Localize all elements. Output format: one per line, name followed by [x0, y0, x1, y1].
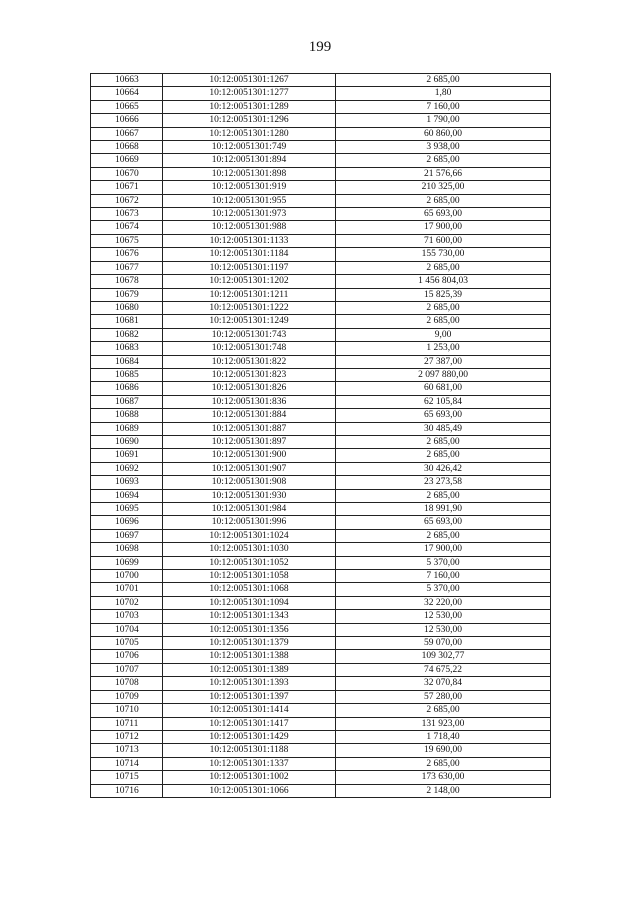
value-cell: 2 685,00: [336, 529, 551, 542]
table-row: [91, 181, 551, 194]
value-cell: 59 070,00: [336, 637, 551, 650]
row-number-cell: 10676: [91, 248, 163, 261]
cadastral-number-cell: 10:12:0051301:822: [163, 355, 336, 368]
cadastral-number-cell: 10:12:0051301:1379: [163, 637, 336, 650]
value-cell: 12 530,00: [336, 623, 551, 636]
value-cell: 5 370,00: [336, 556, 551, 569]
row-number-cell: 10696: [91, 516, 163, 529]
cadastral-number-cell: 10:12:0051301:1277: [163, 87, 336, 100]
row-number-cell: 10700: [91, 570, 163, 583]
table-row: [91, 194, 551, 207]
row-number-cell: 10670: [91, 167, 163, 180]
row-number-cell: 10710: [91, 704, 163, 717]
value-cell: 27 387,00: [336, 355, 551, 368]
cadastral-number-cell: 10:12:0051301:1094: [163, 596, 336, 609]
table-row: [91, 288, 551, 301]
value-cell: 2 685,00: [336, 435, 551, 448]
table-row: [91, 87, 551, 100]
cadastral-number-cell: 10:12:0051301:1414: [163, 704, 336, 717]
cadastral-number-cell: 10:12:0051301:988: [163, 221, 336, 234]
cadastral-number-cell: 10:12:0051301:919: [163, 181, 336, 194]
cadastral-number-cell: 10:12:0051301:1133: [163, 234, 336, 247]
row-number-cell: 10689: [91, 422, 163, 435]
row-number-cell: 10675: [91, 234, 163, 247]
value-cell: 32 220,00: [336, 596, 551, 609]
table-row: [91, 261, 551, 274]
value-cell: 71 600,00: [336, 234, 551, 247]
cadastral-number-cell: 10:12:0051301:1343: [163, 610, 336, 623]
cadastral-number-cell: 10:12:0051301:898: [163, 167, 336, 180]
table-row: [91, 74, 551, 87]
cadastral-number-cell: 10:12:0051301:887: [163, 422, 336, 435]
table-row: [91, 167, 551, 180]
table-row: [91, 503, 551, 516]
value-cell: 30 426,42: [336, 462, 551, 475]
table-row: [91, 556, 551, 569]
table-row: [91, 248, 551, 261]
value-cell: 12 530,00: [336, 610, 551, 623]
value-cell: 60 860,00: [336, 127, 551, 140]
table-row: [91, 234, 551, 247]
table-row: [91, 529, 551, 542]
value-cell: 65 693,00: [336, 208, 551, 221]
row-number-cell: 10698: [91, 543, 163, 556]
value-cell: 7 160,00: [336, 100, 551, 113]
table-row: [91, 717, 551, 730]
value-cell: 2 685,00: [336, 315, 551, 328]
row-number-cell: 10688: [91, 409, 163, 422]
row-number-cell: 10701: [91, 583, 163, 596]
table-row: [91, 704, 551, 717]
row-number-cell: 10682: [91, 328, 163, 341]
value-cell: 2 685,00: [336, 74, 551, 87]
cadastral-number-cell: 10:12:0051301:1030: [163, 543, 336, 556]
table-row: [91, 275, 551, 288]
value-cell: 3 938,00: [336, 141, 551, 154]
table-row: [91, 382, 551, 395]
value-cell: 65 693,00: [336, 516, 551, 529]
value-cell: 23 273,58: [336, 476, 551, 489]
value-cell: 2 685,00: [336, 261, 551, 274]
row-number-cell: 10687: [91, 395, 163, 408]
row-number-cell: 10680: [91, 301, 163, 314]
cadastral-number-cell: 10:12:0051301:1417: [163, 717, 336, 730]
table-row: [91, 663, 551, 676]
table-row: [91, 623, 551, 636]
value-cell: 74 675,22: [336, 663, 551, 676]
cadastral-number-cell: 10:12:0051301:900: [163, 449, 336, 462]
table-row: [91, 395, 551, 408]
row-number-cell: 10669: [91, 154, 163, 167]
table-row: [91, 516, 551, 529]
table-row: [91, 208, 551, 221]
cadastral-number-cell: 10:12:0051301:743: [163, 328, 336, 341]
row-number-cell: 10667: [91, 127, 163, 140]
value-cell: 1 790,00: [336, 114, 551, 127]
table-row: [91, 315, 551, 328]
cadastral-number-cell: 10:12:0051301:748: [163, 342, 336, 355]
value-cell: 1 718,40: [336, 730, 551, 743]
cadastral-number-cell: 10:12:0051301:984: [163, 503, 336, 516]
value-cell: 2 685,00: [336, 704, 551, 717]
cadastral-number-cell: 10:12:0051301:1296: [163, 114, 336, 127]
value-cell: 57 280,00: [336, 690, 551, 703]
cadastre-value-table: [90, 73, 551, 798]
table-row: [91, 730, 551, 743]
row-number-cell: 10707: [91, 663, 163, 676]
row-number-cell: 10704: [91, 623, 163, 636]
table-row: [91, 100, 551, 113]
row-number-cell: 10666: [91, 114, 163, 127]
value-cell: 1 456 804,03: [336, 275, 551, 288]
row-number-cell: 10663: [91, 74, 163, 87]
table-row: [91, 462, 551, 475]
row-number-cell: 10683: [91, 342, 163, 355]
value-cell: 15 825,39: [336, 288, 551, 301]
cadastral-number-cell: 10:12:0051301:1184: [163, 248, 336, 261]
value-cell: 5 370,00: [336, 583, 551, 596]
value-cell: 32 070,84: [336, 677, 551, 690]
table-row: [91, 342, 551, 355]
table-row: [91, 757, 551, 770]
cadastral-number-cell: 10:12:0051301:1389: [163, 663, 336, 676]
table-row: [91, 221, 551, 234]
row-number-cell: 10716: [91, 784, 163, 797]
cadastral-number-cell: 10:12:0051301:973: [163, 208, 336, 221]
value-cell: 19 690,00: [336, 744, 551, 757]
value-cell: 18 991,90: [336, 503, 551, 516]
cadastral-number-cell: 10:12:0051301:1280: [163, 127, 336, 140]
row-number-cell: 10711: [91, 717, 163, 730]
table-row: [91, 154, 551, 167]
value-cell: 2 685,00: [336, 194, 551, 207]
cadastral-number-cell: 10:12:0051301:1068: [163, 583, 336, 596]
row-number-cell: 10699: [91, 556, 163, 569]
table-row: [91, 355, 551, 368]
cadastral-number-cell: 10:12:0051301:1002: [163, 771, 336, 784]
table-row: [91, 596, 551, 609]
table-row: [91, 141, 551, 154]
value-cell: 173 630,00: [336, 771, 551, 784]
table-row: [91, 328, 551, 341]
row-number-cell: 10674: [91, 221, 163, 234]
table-row: [91, 368, 551, 381]
table-row: [91, 114, 551, 127]
value-cell: 210 325,00: [336, 181, 551, 194]
value-cell: 7 160,00: [336, 570, 551, 583]
row-number-cell: 10685: [91, 368, 163, 381]
cadastral-number-cell: 10:12:0051301:1188: [163, 744, 336, 757]
cadastral-number-cell: 10:12:0051301:1058: [163, 570, 336, 583]
table-row: [91, 610, 551, 623]
value-cell: 21 576,66: [336, 167, 551, 180]
row-number-cell: 10713: [91, 744, 163, 757]
row-number-cell: 10678: [91, 275, 163, 288]
row-number-cell: 10703: [91, 610, 163, 623]
row-number-cell: 10672: [91, 194, 163, 207]
cadastral-number-cell: 10:12:0051301:1024: [163, 529, 336, 542]
table-row: [91, 435, 551, 448]
cadastral-number-cell: 10:12:0051301:1337: [163, 757, 336, 770]
cadastral-number-cell: 10:12:0051301:836: [163, 395, 336, 408]
cadastral-number-cell: 10:12:0051301:955: [163, 194, 336, 207]
value-cell: 2 685,00: [336, 301, 551, 314]
value-cell: 2 685,00: [336, 449, 551, 462]
table-row: [91, 744, 551, 757]
table-row: [91, 570, 551, 583]
row-number-cell: 10712: [91, 730, 163, 743]
value-cell: 60 681,00: [336, 382, 551, 395]
value-cell: 2 685,00: [336, 757, 551, 770]
table-row: [91, 771, 551, 784]
table-row: [91, 127, 551, 140]
value-cell: 17 900,00: [336, 221, 551, 234]
table-body: [91, 74, 551, 798]
table-row: [91, 583, 551, 596]
cadastral-number-cell: 10:12:0051301:1388: [163, 650, 336, 663]
cadastral-number-cell: 10:12:0051301:1397: [163, 690, 336, 703]
row-number-cell: 10673: [91, 208, 163, 221]
table-row: [91, 543, 551, 556]
row-number-cell: 10679: [91, 288, 163, 301]
row-number-cell: 10693: [91, 476, 163, 489]
cadastral-number-cell: 10:12:0051301:930: [163, 489, 336, 502]
table-row: [91, 409, 551, 422]
cadastral-number-cell: 10:12:0051301:1429: [163, 730, 336, 743]
row-number-cell: 10668: [91, 141, 163, 154]
cadastral-number-cell: 10:12:0051301:996: [163, 516, 336, 529]
row-number-cell: 10684: [91, 355, 163, 368]
cadastral-number-cell: 10:12:0051301:894: [163, 154, 336, 167]
value-cell: 1 253,00: [336, 342, 551, 355]
table-row: [91, 637, 551, 650]
value-cell: 109 302,77: [336, 650, 551, 663]
cadastral-number-cell: 10:12:0051301:1249: [163, 315, 336, 328]
value-cell: 2 148,00: [336, 784, 551, 797]
row-number-cell: 10709: [91, 690, 163, 703]
cadastral-number-cell: 10:12:0051301:1267: [163, 74, 336, 87]
row-number-cell: 10702: [91, 596, 163, 609]
cadastral-number-cell: 10:12:0051301:749: [163, 141, 336, 154]
cadastral-number-cell: 10:12:0051301:908: [163, 476, 336, 489]
row-number-cell: 10714: [91, 757, 163, 770]
table-row: [91, 449, 551, 462]
row-number-cell: 10715: [91, 771, 163, 784]
row-number-cell: 10686: [91, 382, 163, 395]
value-cell: 1,80: [336, 87, 551, 100]
cadastral-number-cell: 10:12:0051301:1211: [163, 288, 336, 301]
row-number-cell: 10705: [91, 637, 163, 650]
table-row: [91, 650, 551, 663]
value-cell: 155 730,00: [336, 248, 551, 261]
row-number-cell: 10706: [91, 650, 163, 663]
cadastral-number-cell: 10:12:0051301:1289: [163, 100, 336, 113]
page-number: 199: [308, 39, 332, 55]
value-cell: 30 485,49: [336, 422, 551, 435]
row-number-cell: 10664: [91, 87, 163, 100]
table-row: [91, 301, 551, 314]
cadastral-number-cell: 10:12:0051301:1202: [163, 275, 336, 288]
table-row: [91, 422, 551, 435]
value-cell: 17 900,00: [336, 543, 551, 556]
row-number-cell: 10681: [91, 315, 163, 328]
cadastral-number-cell: 10:12:0051301:1393: [163, 677, 336, 690]
cadastral-number-cell: 10:12:0051301:1197: [163, 261, 336, 274]
value-cell: 2 097 880,00: [336, 368, 551, 381]
cadastral-number-cell: 10:12:0051301:1356: [163, 623, 336, 636]
row-number-cell: 10691: [91, 449, 163, 462]
row-number-cell: 10677: [91, 261, 163, 274]
table-row: [91, 489, 551, 502]
row-number-cell: 10690: [91, 435, 163, 448]
cadastral-number-cell: 10:12:0051301:907: [163, 462, 336, 475]
row-number-cell: 10697: [91, 529, 163, 542]
row-number-cell: 10692: [91, 462, 163, 475]
cadastral-number-cell: 10:12:0051301:1222: [163, 301, 336, 314]
table-row: [91, 476, 551, 489]
row-number-cell: 10665: [91, 100, 163, 113]
table-row: [91, 690, 551, 703]
row-number-cell: 10671: [91, 181, 163, 194]
cadastral-number-cell: 10:12:0051301:1052: [163, 556, 336, 569]
value-cell: 62 105,84: [336, 395, 551, 408]
cadastral-number-cell: 10:12:0051301:826: [163, 382, 336, 395]
row-number-cell: 10708: [91, 677, 163, 690]
cadastral-number-cell: 10:12:0051301:897: [163, 435, 336, 448]
row-number-cell: 10695: [91, 503, 163, 516]
value-cell: 131 923,00: [336, 717, 551, 730]
cadastral-number-cell: 10:12:0051301:823: [163, 368, 336, 381]
value-cell: 65 693,00: [336, 409, 551, 422]
row-number-cell: 10694: [91, 489, 163, 502]
value-cell: 2 685,00: [336, 489, 551, 502]
cadastral-number-cell: 10:12:0051301:1066: [163, 784, 336, 797]
table-row: [91, 784, 551, 797]
table-row: [91, 677, 551, 690]
value-cell: 2 685,00: [336, 154, 551, 167]
value-cell: 9,00: [336, 328, 551, 341]
cadastral-number-cell: 10:12:0051301:884: [163, 409, 336, 422]
